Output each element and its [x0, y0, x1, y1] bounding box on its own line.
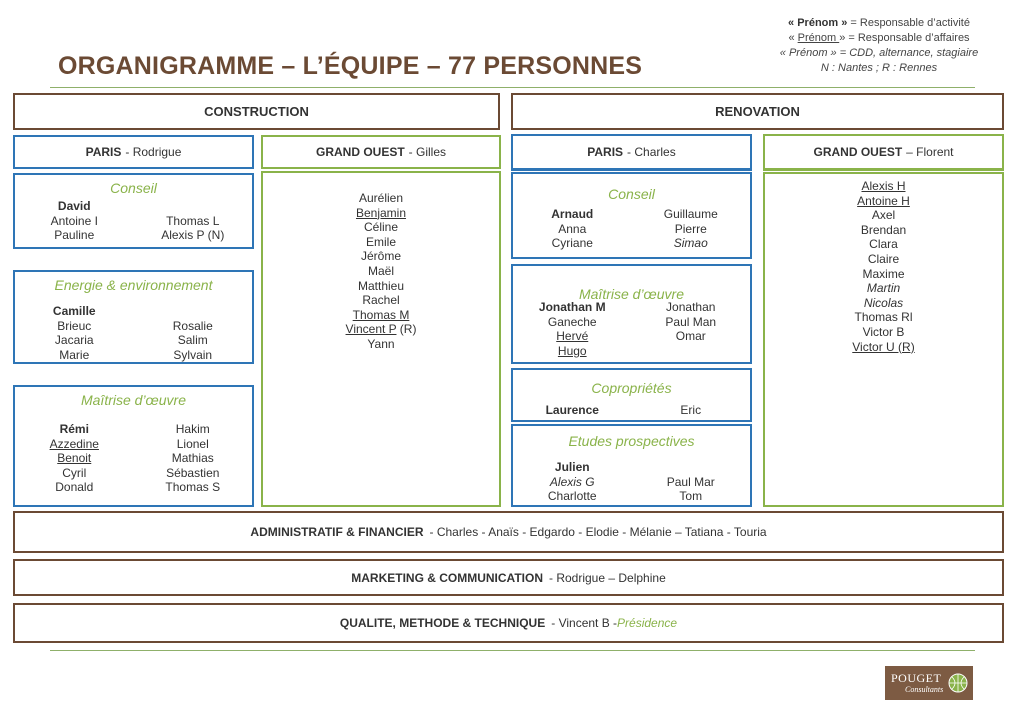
person: Céline — [363, 220, 399, 235]
person: Claire — [867, 251, 900, 266]
person: Anna — [558, 221, 587, 236]
section-title: Copropriétés — [591, 380, 672, 396]
construction-grand-ouest-box — [261, 171, 501, 507]
pouget-logo: POUGET Consultants — [885, 666, 973, 700]
person: Paul Mar — [666, 474, 715, 489]
person: Cyriane — [551, 236, 593, 251]
person: Omar — [675, 329, 706, 344]
construction-conseil-box — [13, 173, 254, 249]
globe-icon — [947, 672, 969, 694]
section-title: Maîtrise d’œuvre — [80, 392, 187, 408]
person: Marie — [59, 347, 90, 362]
legend-line-activity: « Prénom » = Responsable d’activité — [788, 17, 970, 29]
person: Sébastien — [166, 465, 220, 480]
renovation-title: RENOVATION — [715, 104, 800, 119]
person: Clara — [869, 237, 898, 252]
person: Pierre — [674, 221, 707, 236]
person: Matthieu — [357, 278, 405, 293]
renovation-header — [511, 93, 1004, 130]
top-divider — [50, 87, 975, 88]
person: Rosalie — [172, 318, 213, 333]
person: Victor U (R) — [852, 339, 915, 354]
legend — [755, 16, 1003, 76]
responsable: Jonathan M — [538, 300, 606, 314]
person: Vincent P (R) — [345, 322, 417, 337]
person: Eric — [680, 403, 702, 417]
renovation-conseil-box — [511, 172, 752, 259]
person: Lionel — [176, 436, 209, 451]
construction-header — [13, 93, 500, 130]
person: Azzedine — [49, 436, 99, 451]
person: Alexis G — [549, 474, 595, 489]
person: Alexis H — [861, 179, 906, 193]
person: Paul Man — [665, 314, 717, 329]
bottom-divider — [50, 650, 975, 651]
admin-financier-bar: ADMINISTRATIF & FINANCIER - Charles - Anaïs - Edgardo - Elodie - Mélanie – Tatiana - Touria — [13, 511, 1004, 553]
construction-paris-header: PARIS - Rodrigue — [13, 135, 254, 169]
construction-title: CONSTRUCTION — [204, 104, 309, 119]
person: Emile — [365, 234, 396, 249]
construction-moe-box — [13, 385, 254, 507]
person: Axel — [871, 208, 896, 223]
renovation-etudes-box — [511, 424, 752, 507]
person: Simao — [673, 236, 708, 251]
construction-grand-ouest-header: GRAND OUEST - Gilles — [261, 135, 501, 169]
legend-line-cdd: « Prénom » = CDD, alternance, stagiaire — [779, 47, 979, 59]
person: Benoit — [57, 451, 92, 466]
person: Maël — [367, 263, 394, 278]
person: Charlotte — [547, 489, 597, 504]
person: Jonathan — [666, 300, 716, 314]
responsable: Arnaud — [551, 207, 594, 221]
person: Martin — [866, 281, 901, 296]
person: Yann — [367, 336, 395, 351]
person: Thomas S — [165, 480, 221, 495]
person: Thomas L — [166, 213, 220, 228]
person: Maxime — [862, 266, 905, 281]
construction-energie-box — [13, 270, 254, 364]
renovation-grand-ouest-box — [763, 172, 1004, 507]
person: Salim — [177, 333, 208, 348]
responsable: Camille — [52, 304, 96, 318]
section-title: Etudes prospectives — [568, 433, 695, 449]
renovation-paris-header: PARIS - Charles — [511, 134, 752, 171]
qualite-bar: QUALITE, METHODE & TECHNIQUE - Vincent B - Présidence — [13, 603, 1004, 643]
person: Hervé — [556, 329, 589, 344]
person: Rachel — [362, 293, 400, 308]
responsable: Laurence — [545, 403, 599, 417]
person: Hakim — [175, 422, 210, 436]
person: Victor B — [862, 324, 905, 339]
person: Brendan — [860, 222, 907, 237]
person: Benjamin — [355, 205, 407, 220]
person: Jérôme — [360, 249, 401, 264]
renovation-grand-ouest-header: GRAND OUEST – Florent — [763, 134, 1004, 171]
legend-line-affaires: « Prénom » = Responsable d’affaires — [788, 32, 970, 44]
person: Thomas M — [352, 307, 410, 322]
person: Pauline — [54, 228, 95, 243]
person: Sylvain — [173, 347, 213, 362]
section-title: Conseil — [608, 186, 655, 202]
person: Nicolas — [863, 295, 904, 310]
responsable: Rémi — [59, 422, 89, 436]
person: Antoine I — [50, 213, 98, 228]
responsable: Julien — [554, 460, 590, 474]
person: Guillaume — [663, 207, 718, 221]
person: Antoine H — [857, 193, 910, 208]
person: Aurélien — [358, 191, 404, 205]
renovation-copro-box — [511, 368, 752, 422]
person: Tom — [679, 489, 703, 504]
renovation-moe-box — [511, 264, 752, 364]
person: Brieuc — [57, 318, 92, 333]
person: Thomas Rl — [854, 310, 913, 325]
person: Donald — [55, 480, 94, 495]
person: Hugo — [557, 343, 587, 358]
person: Cyril — [62, 465, 87, 480]
responsable: David — [57, 199, 91, 213]
marketing-bar: MARKETING & COMMUNICATION - Rodrigue – Delphine — [13, 559, 1004, 596]
section-title: Conseil — [110, 180, 157, 196]
person: Jacaria — [54, 333, 94, 348]
person: Alexis P (N) — [161, 228, 225, 243]
section-title: Energie & environnement — [54, 277, 213, 293]
section-title: Maîtrise d’œuvre — [578, 286, 685, 302]
page-title: ORGANIGRAMME – L’ÉQUIPE – 77 PERSONNES — [58, 52, 643, 80]
person: Ganeche — [547, 314, 597, 329]
person: Mathias — [171, 451, 214, 466]
legend-line-locations: N : Nantes ; R : Rennes — [820, 62, 938, 74]
